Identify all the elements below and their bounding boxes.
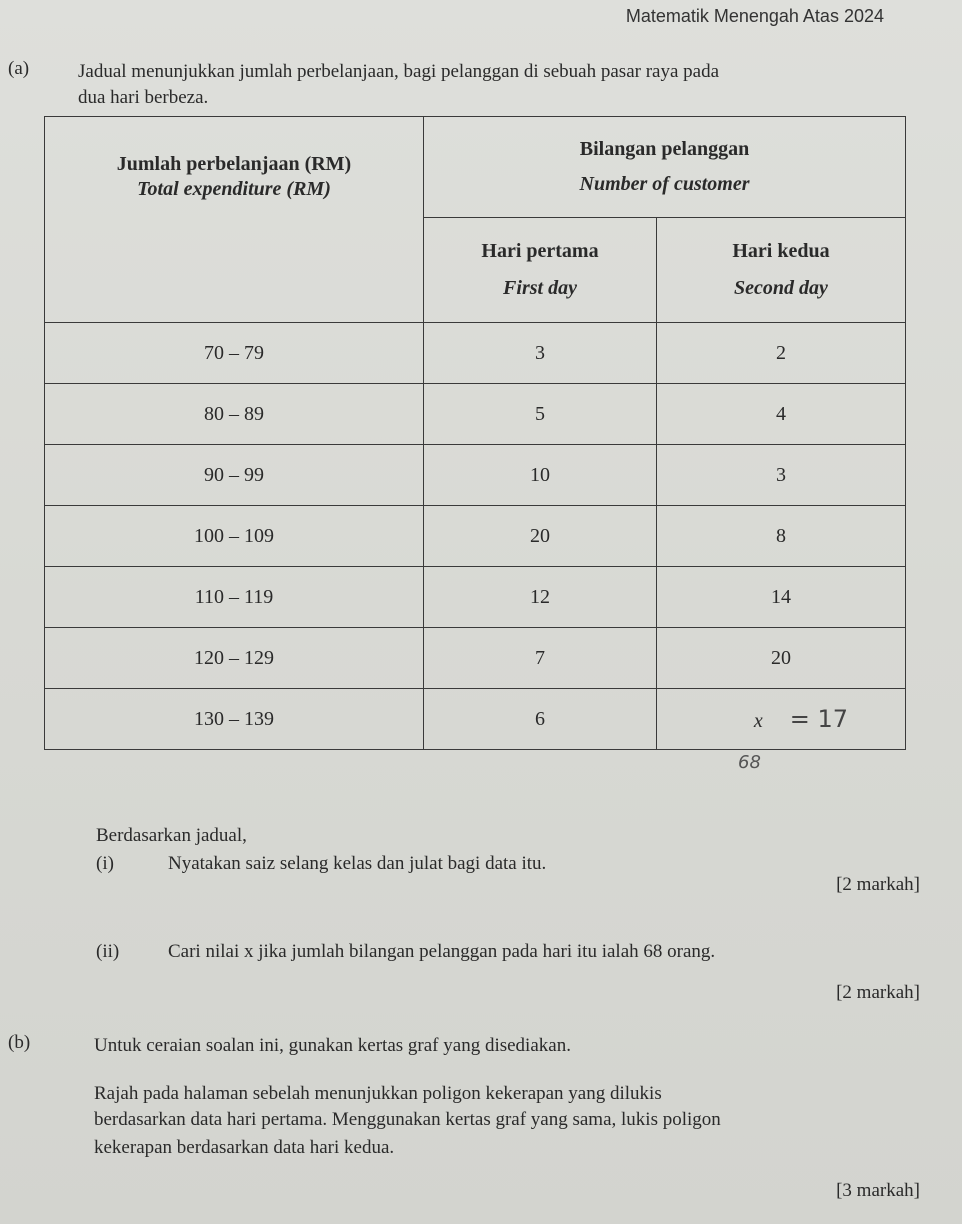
q2-label: (ii): [96, 941, 120, 962]
q2-text: Cari nilai x jika jumlah bilangan pelanggan pada hari itu ialah 68 orang.: [168, 941, 716, 962]
day2-cell: 14: [657, 567, 906, 628]
day2-cell: 2: [657, 323, 906, 384]
table-row: [45, 445, 906, 506]
day1-cell: 12: [424, 567, 657, 628]
table-row: [45, 689, 906, 750]
range-cell: 130 – 139: [45, 689, 424, 750]
part-a-intro-line1: Jadual menunjukkan jumlah perbelanjaan, bagi pelanggan di sebuah pasar raya pada: [78, 61, 720, 82]
table-row: [45, 384, 906, 445]
day1-cell: 7: [424, 628, 657, 689]
frequency-table: [44, 116, 906, 750]
day2-cell: 4: [657, 384, 906, 445]
day1-cell: 20: [424, 506, 657, 567]
header-group-english: Number of customer: [579, 173, 750, 195]
header-col1-english: Total expenditure (RM): [137, 178, 331, 200]
handwritten-x-answer: = 17: [789, 705, 849, 733]
header-second-day: [657, 218, 906, 323]
part-b-line2: Rajah pada halaman sebelah menunjukkan poligon kekerapan yang dilukis: [94, 1083, 662, 1104]
header-day2-english: Second day: [734, 277, 828, 299]
header-day1-malay: Hari pertama: [481, 240, 599, 262]
header-col1-malay: Jumlah perbelanjaan (RM): [116, 153, 352, 175]
based-on-table-text: Berdasarkan jadual,: [96, 825, 247, 846]
q2-marks: [2 markah]: [836, 982, 920, 1003]
table-row: [45, 567, 906, 628]
q1-text: Nyatakan saiz selang kelas dan julat bagi data itu.: [168, 853, 547, 874]
range-cell: 100 – 109: [45, 506, 424, 567]
range-cell: 70 – 79: [45, 323, 424, 384]
day1-cell: 3: [424, 323, 657, 384]
part-b-line4: kekerapan berdasarkan data hari kedua.: [94, 1137, 395, 1158]
day1-cell: 5: [424, 384, 657, 445]
header-first-day: [424, 218, 657, 323]
header-day1-english: First day: [503, 277, 577, 299]
table-row: [45, 506, 906, 567]
handwritten-total: 68: [738, 752, 761, 773]
range-cell: 80 – 89: [45, 384, 424, 445]
q1-marks: [2 markah]: [836, 874, 920, 895]
part-a-label: (a): [8, 58, 30, 79]
day2-cell: 8: [657, 506, 906, 567]
range-cell: 90 – 99: [45, 445, 424, 506]
table-row: [45, 628, 906, 689]
q1-label: (i): [96, 853, 114, 874]
part-b-label: (b): [8, 1032, 31, 1053]
range-cell: 110 – 119: [45, 567, 424, 628]
table-row: [45, 323, 906, 384]
header-group-malay: Bilangan pelanggan: [579, 138, 750, 160]
part-b-line3: berdasarkan data hari pertama. Menggunakan kertas graf yang sama, lukis poligon: [94, 1109, 721, 1130]
day1-cell: 10: [424, 445, 657, 506]
day2-cell: 3: [657, 445, 906, 506]
day2-cell-unknown: [657, 689, 906, 750]
part-b-marks: [3 markah]: [836, 1180, 920, 1201]
part-a-intro-line2: dua hari berbeza.: [78, 87, 209, 108]
day2-cell: 20: [657, 628, 906, 689]
part-b-line1: Untuk ceraian soalan ini, gunakan kertas graf yang disediakan.: [94, 1035, 571, 1056]
unknown-x: x: [753, 710, 763, 732]
header-number-of-customer: [424, 117, 906, 218]
day1-cell: 6: [424, 689, 657, 750]
range-cell: 120 – 129: [45, 628, 424, 689]
header-day2-malay: Hari kedua: [732, 240, 830, 262]
page-header-title: Matematik Menengah Atas 2024: [625, 6, 884, 26]
header-total-expenditure: [45, 117, 424, 323]
